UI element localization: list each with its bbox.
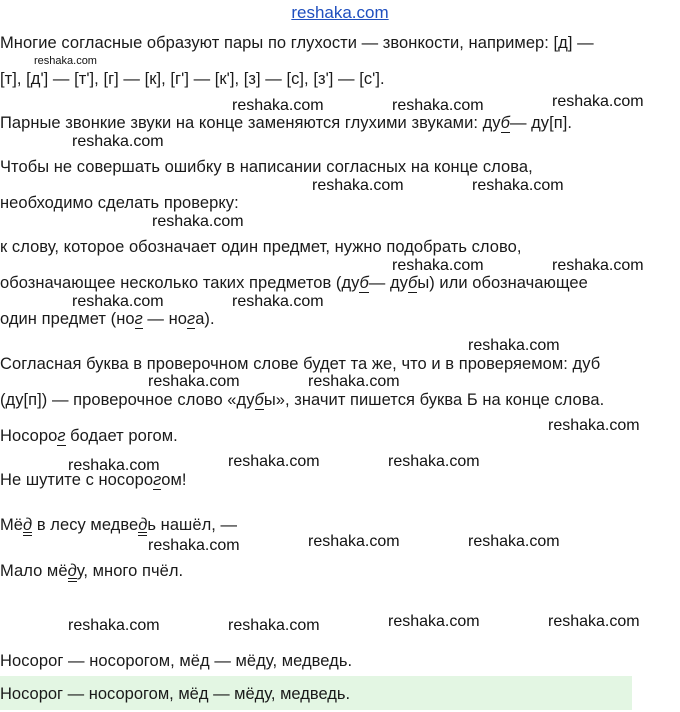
rule-text-line <box>0 274 588 292</box>
highlighted-letter: д <box>138 516 148 534</box>
text-part: (ду[п]) — проверочное слово «ду <box>0 391 255 409</box>
watermark: reshaka.com <box>468 337 560 354</box>
text-part: ом! <box>161 471 187 489</box>
rule-text-line: Чтобы не совершать ошибку в написании согласных на конце слова, <box>0 158 533 176</box>
text-part: а). <box>195 310 215 328</box>
watermark: reshaka.com <box>548 417 640 434</box>
text-part: — но <box>142 310 188 328</box>
watermark: reshaka.com <box>468 533 560 550</box>
watermark: reshaka.com <box>388 453 480 470</box>
watermark: reshaka.com <box>228 617 320 634</box>
rule-text-line <box>0 114 572 132</box>
text-part: бодает рогом. <box>65 427 178 445</box>
watermark: reshaka.com <box>34 55 97 67</box>
watermark: reshaka.com <box>552 257 644 274</box>
rule-text-line: необходимо сделать проверку: <box>0 194 239 212</box>
text-part: ы», значит пишется буква Б на конце слова. <box>263 391 605 409</box>
text-part: Носоро <box>0 427 58 445</box>
site-title[interactable] <box>0 3 680 23</box>
poem-line <box>0 427 178 445</box>
watermark: reshaka.com <box>392 257 484 274</box>
watermark: reshaka.com <box>148 373 240 390</box>
text-part: — ду[п]. <box>509 114 572 132</box>
text-part: ь нашёл, — <box>147 516 238 534</box>
highlighted-letter: г <box>187 310 196 328</box>
poem-line <box>0 516 237 534</box>
watermark: reshaka.com <box>548 613 640 630</box>
rule-text-line: Многие согласные образуют пары по глухости — звонкости, например: [д] — <box>0 34 594 52</box>
text-part: один предмет (но <box>0 310 135 328</box>
highlighted-letter: б <box>359 274 369 292</box>
highlighted-letter: д <box>67 562 77 580</box>
rule-text-line <box>0 391 604 409</box>
poem-line <box>0 471 187 489</box>
watermark: reshaka.com <box>312 177 404 194</box>
highlighted-letter: б <box>500 114 510 132</box>
watermark: reshaka.com <box>68 617 160 634</box>
watermark: reshaka.com <box>232 293 324 310</box>
highlighted-letter: г <box>57 427 66 445</box>
text-part: у, много пчёл. <box>76 562 184 580</box>
highlighted-letter: д <box>23 516 33 534</box>
highlighted-letter: г <box>153 471 162 489</box>
rule-text-line: Согласная буква в проверочном слове будет та же, что и в проверяемом: дуб <box>0 355 601 373</box>
rule-text-line <box>0 310 215 328</box>
watermark: reshaka.com <box>308 373 400 390</box>
watermark: reshaka.com <box>472 177 564 194</box>
highlighted-letter: б <box>407 274 418 292</box>
answer-text: Носорог — носорогом, мёд — мёду, медведь. <box>0 685 351 703</box>
text-part: Не шутите с носоро <box>0 471 154 489</box>
watermark: reshaka.com <box>68 457 160 474</box>
rule-text-line: к слову, которое обозначает один предмет, нужно подобрать слово, <box>0 238 522 256</box>
watermark: reshaka.com <box>232 97 324 114</box>
text-part: Мало мё <box>0 562 68 580</box>
highlighted-letter: г <box>134 310 143 328</box>
watermark: reshaka.com <box>72 133 164 150</box>
site-link[interactable]: reshaka.com <box>291 3 389 22</box>
watermark: reshaka.com <box>308 533 400 550</box>
text-part: Мё <box>0 516 24 534</box>
text-part: в лесу медве <box>32 516 139 534</box>
text-part: — ду <box>368 274 408 292</box>
watermark: reshaka.com <box>148 537 240 554</box>
watermark: reshaka.com <box>152 213 244 230</box>
rule-text-line: [т], [д'] — [т'], [г] — [к], [г'] — [к'], [з] — [с], [з'] — [с']. <box>0 70 385 88</box>
watermark: reshaka.com <box>72 293 164 310</box>
watermark: reshaka.com <box>392 97 484 114</box>
answer-box <box>0 676 632 710</box>
text-part: Парные звонкие звуки на конце заменяются глухими звуками: ду <box>0 114 501 132</box>
text-part: обозначающее несколько таких предметов (ду <box>0 274 360 292</box>
watermark: reshaka.com <box>388 613 480 630</box>
highlighted-letter: б <box>254 391 264 409</box>
watermark: reshaka.com <box>552 93 644 110</box>
poem-line <box>0 562 183 580</box>
text-part: ы) или обозначающее <box>417 274 588 292</box>
watermark: reshaka.com <box>228 453 320 470</box>
result-text: Носорог — носорогом, мёд — мёду, медведь. <box>0 652 353 670</box>
